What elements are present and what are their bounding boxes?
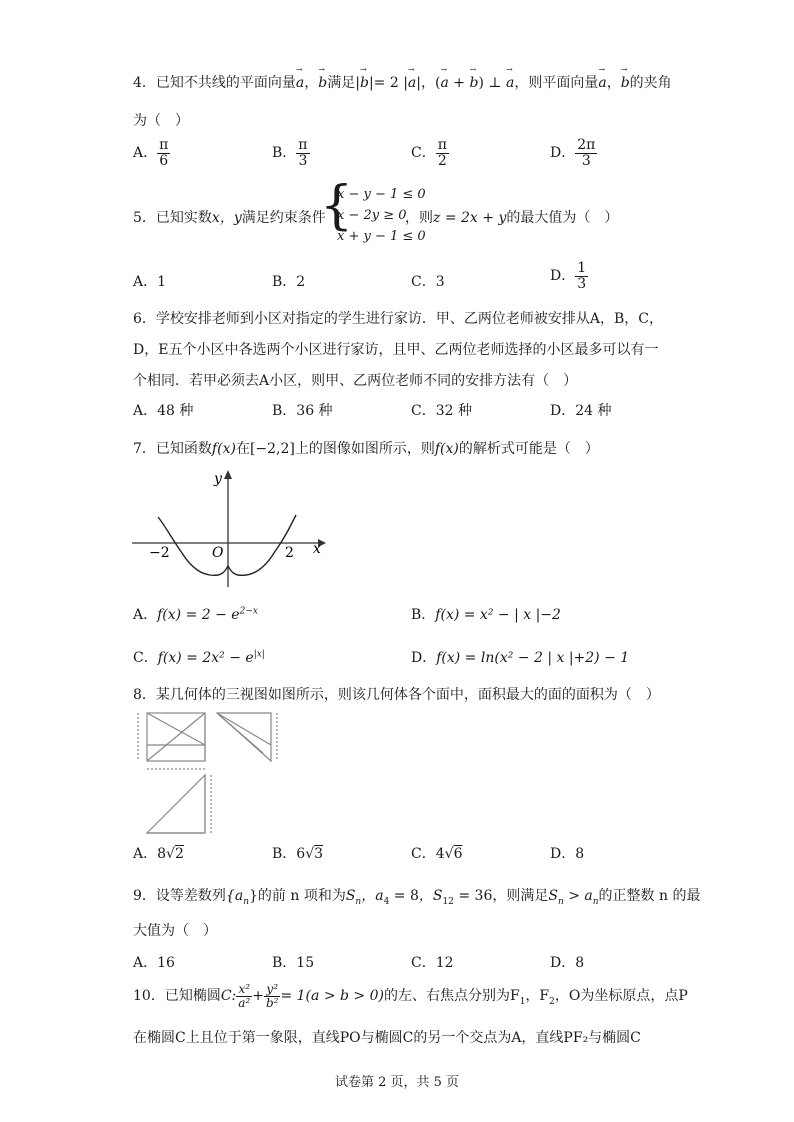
q5-prefix: 5．已知实数x，y满足约束条件 [133, 210, 326, 226]
q6-line3: 个相同．若甲必须去A小区，则甲、乙两位老师不同的安排方法有（ ） [133, 373, 578, 389]
q10-line2: 在椭圆C上且位于第一象限，直线PO与椭圆C的另一个交点为A，直线PF₂与椭圆C [133, 1030, 641, 1046]
q10-line1: 10．已知椭圆C: $\frac{\text{x²}}{\text{a²}}$ + $\frac{\text{y²}}{\text{b²}}$ = 1(a > b > 0)的左、右焦点分别为$F_1$，$F_2$，O为坐标原点，点P [133, 982, 688, 1010]
q6-line2: D，E五个小区中各选两个小区进行家访，且甲、乙两位老师选择的小区最多可以有一 [133, 342, 659, 358]
q7-option-b[interactable]: B．f(x) = x² − | x |−2 [411, 607, 561, 623]
q6-line1: 6．学校安排老师到小区对指定的学生进行家访．甲、乙两位老师被安排从A，B，C， [133, 311, 664, 327]
q5-option-a[interactable]: A．1 [133, 274, 167, 290]
q7-tick-pos2: 2 [285, 545, 294, 561]
q8-three-views [133, 705, 283, 840]
q9-option-c[interactable]: C．12 [411, 955, 454, 971]
q9-line2: 大值为（ ） [133, 923, 217, 939]
q5-option-c[interactable]: C．3 [411, 274, 445, 290]
q7-option-c[interactable]: C．$f(x) = 2x^2 - e^{|x|}$ [133, 649, 265, 666]
q6-option-d[interactable]: D．24 种 [550, 403, 612, 419]
q7-y-axis-label: y [214, 471, 222, 487]
q6-option-c[interactable]: C．32 种 [411, 403, 472, 419]
q4-line2: 为（ ） [133, 113, 189, 129]
page-footer: 试卷第 2 页，共 5 页 [334, 1075, 460, 1090]
q4-line1: 4．已知不共线的平面向量→ a，→ b满足|→ b|= 2 |→ a|，(→ a + → b) ⊥ → a，则平面向量→ a，→ b的夹角 [133, 72, 672, 92]
q5-suffix: ，则z = 2x + y的最大值为（ ） [405, 210, 619, 226]
q8-option-d[interactable]: D．8 [550, 846, 585, 862]
q7-tick-neg2: −2 [149, 545, 170, 561]
q5-option-b[interactable]: B．2 [272, 274, 306, 290]
q4-option-b[interactable]: B． $\frac{\pi}{3}$ [272, 137, 308, 169]
q5-brace: { [320, 176, 354, 236]
q9-option-d[interactable]: D．8 [550, 955, 585, 971]
q4-option-d[interactable]: D． $\frac{2\pi}{3}$ [550, 137, 596, 169]
q9-option-a[interactable]: A．16 [133, 955, 175, 971]
q4-option-a[interactable]: A． $\frac{\pi}{6}$ [133, 137, 169, 169]
q7-line1: 7．已知函数f(x)在[−2,2]上的图像如图所示，则f(x)的解析式可能是（ ） [133, 441, 599, 457]
q7-origin-label: O [212, 545, 224, 561]
q9-option-b[interactable]: B．15 [272, 955, 315, 971]
q5-option-d[interactable]: D． $\frac{1}{3}$ [550, 260, 587, 292]
q7-graph [130, 465, 330, 590]
q8-line1: 8．某几何体的三视图如图所示，则该几何体各个面中，面积最大的面的面积为（ ） [133, 687, 660, 703]
q8-option-b[interactable]: B．6√3 [272, 846, 324, 862]
q7-x-axis-label: x [313, 541, 321, 557]
q8-option-c[interactable]: C．4√6 [411, 846, 463, 862]
q6-option-a[interactable]: A．48 种 [133, 403, 194, 419]
q6-option-b[interactable]: B．36 种 [272, 403, 333, 419]
q5-constraints: x − y − 1 ≤ 0 x − 2y ≥ 0 x + y − 1 ≤ 0 [337, 187, 426, 244]
q7-option-a[interactable]: A．$f(x) = 2 - e^{2-x}$ [133, 606, 258, 623]
q7-option-d[interactable]: D．f(x) = ln(x² − 2 | x |+2) − 1 [411, 650, 630, 666]
q8-option-a[interactable]: A．8√2 [133, 846, 184, 862]
q4-option-c[interactable]: C． $\frac{\pi}{2}$ [411, 137, 447, 169]
q9-line1: 9．设等差数列$\{a_n\}$的前 n 项和为$S_n$，$a_4 = 8$，$S_{12} = 36$，则满足$S_n > a_n$的正整数 n 的最 [133, 888, 701, 907]
